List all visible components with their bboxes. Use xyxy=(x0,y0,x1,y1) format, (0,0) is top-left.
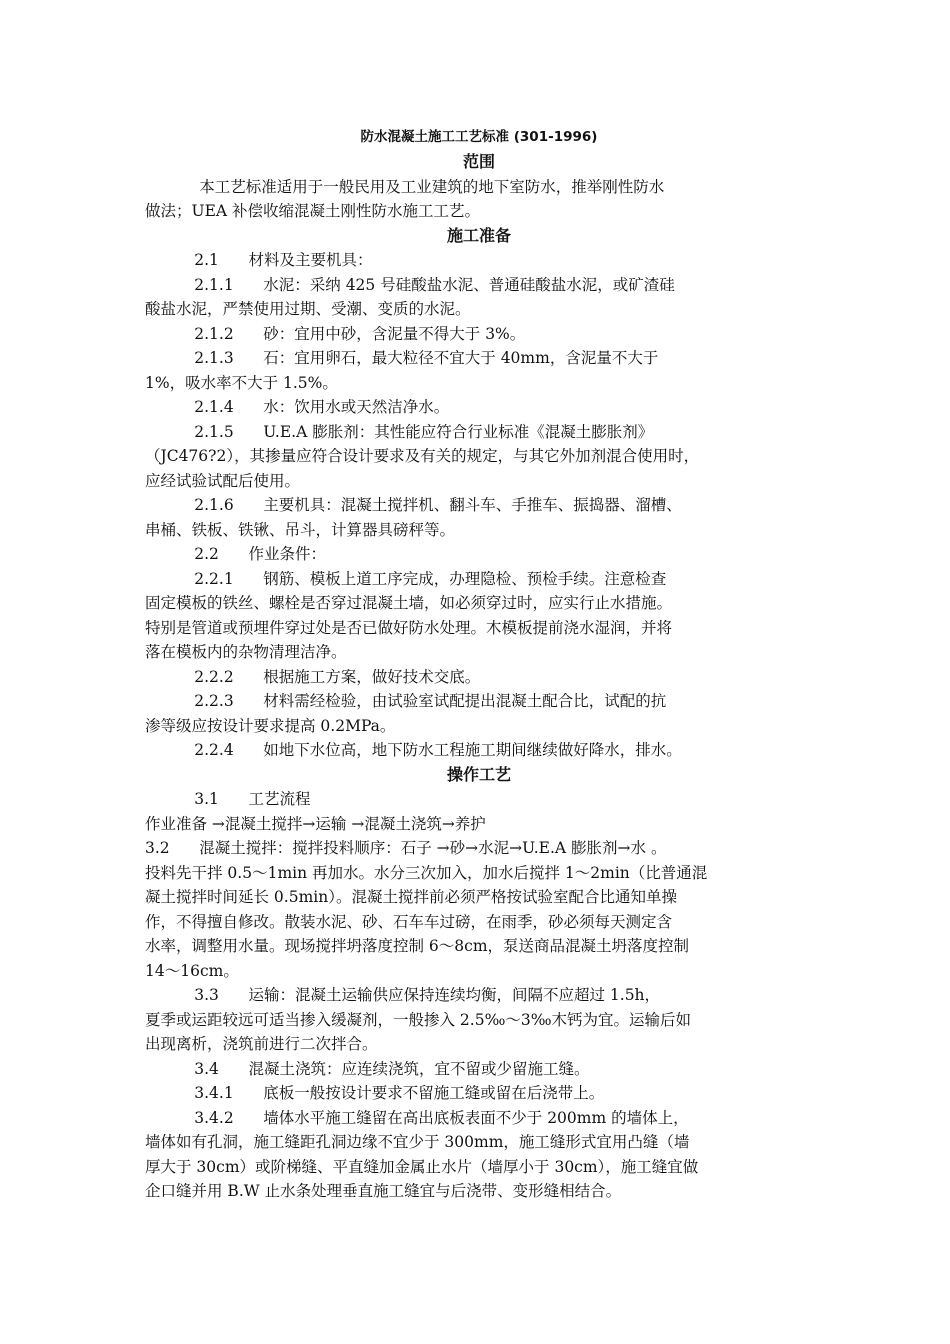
document-title: 防水混凝土施工工艺标准 (301-1996) xyxy=(360,129,598,145)
paragraph-line: 本工艺标准适用于一般民用及工业建筑的地下室防水，推举刚性防水 xyxy=(145,177,665,196)
paragraph-line: 企口缝并用 B.W 止水条处理垂直施工缝宜与后浇带、变形缝相结合。 xyxy=(145,1182,622,1200)
paragraph-line: 2.2.4 如地下水位高，地下防水工程施工期间继续做好降水，排水。 xyxy=(145,741,682,759)
paragraph-line: 3.4 混凝土浇筑：应连续浇筑，宜不留或少留施工缝。 xyxy=(145,1059,590,1078)
paragraph-line: 3.2 混凝土搅拌：搅拌投料顺序：石子 →砂→水泥→U.E.A 膨胀剂→水 。 xyxy=(145,839,667,857)
paragraph-line: 投料先干拌 0.5～1min 再加水。水分三次加入，加水后搅拌 1～2min（比普通混 xyxy=(145,863,708,882)
paragraph-line: 2.1 材料及主要机具： xyxy=(145,251,373,269)
paragraph-line: 墙体如有孔洞，施工缝距孔洞边缘不宜少于 300mm，施工缝形式宜用凸缝（墙 xyxy=(145,1133,690,1151)
paragraph-line: 1%，吸水率不大于 1.5%。 xyxy=(145,373,338,392)
paragraph-line: 2.1.4 水：饮用水或天然洁净水。 xyxy=(145,398,450,416)
paragraph-line: 3.3 运输：混凝土运输供应保持连续均衡，间隔不应超过 1.5h， xyxy=(145,986,661,1004)
paragraph-line: 厚大于 30cm）或阶梯缝、平直缝加金属止水片（墙厚小于 30cm），施工缝宜做 xyxy=(145,1157,699,1176)
paragraph-line: 夏季或运距较远可适当掺入缓凝剂，一般掺入 2.5‰～3‰木钙为宜。运输后如 xyxy=(145,1010,692,1029)
paragraph-line: 水率，调整用水量。现场搅拌坍落度控制 6～8cm，泵送商品混凝土坍落度控制 xyxy=(145,937,690,955)
document-page xyxy=(145,124,813,1204)
paragraph-line: 3.4.1 底板一般按设计要求不留施工缝或留在后浇带上。 xyxy=(145,1084,605,1102)
section-heading: 操作工艺 xyxy=(446,764,511,784)
paragraph-line: 2.2.3 材料需经检验，由试验室试配提出混凝土配合比，试配的抗 xyxy=(145,692,667,710)
paragraph-line: 出现离析，浇筑前进行二次拌合。 xyxy=(145,1035,378,1053)
document-body xyxy=(145,150,813,1204)
paragraph-line: 2.2.2 根据施工方案，做好技术交底。 xyxy=(145,667,481,686)
paragraph-line: 2.1.3 石：宜用卵石，最大粒径不宜大于 40mm，含泥量不大于 xyxy=(145,349,659,367)
paragraph-line: 作业准备 →混凝土搅拌→运输 →混凝土浇筑→养护 xyxy=(145,814,486,833)
paragraph-line: 14～16cm。 xyxy=(145,961,239,980)
paragraph-line: 固定模板的铁丝、螺栓是否穿过混凝土墙，如必须穿过时，应实行止水措施。 xyxy=(145,594,673,612)
paragraph-line: 2.1.2 砂：宜用中砂，含泥量不得大于 3%。 xyxy=(145,324,526,343)
paragraph-line: 串桶、铁板、铁锹、吊斗，计算器具磅秤等。 xyxy=(145,520,456,539)
paragraph-line: 特别是管道或预埋件穿过处是否已做好防水处理。木模板提前浇水湿润，并将 xyxy=(145,618,673,637)
paragraph-line: 3.1 工艺流程 xyxy=(145,790,311,808)
section-heading: 施工准备 xyxy=(446,225,511,245)
paragraph-line: 酸盐水泥，严禁使用过期、受潮、变质的水泥。 xyxy=(145,300,471,318)
paragraph-line: 2.2.1 钢筋、模板上道工序完成，办理隐检、预检手续。注意检查 xyxy=(145,569,667,588)
paragraph-line: 渗等级应按设计要求提高 0.2MPa。 xyxy=(145,716,396,735)
paragraph-line: 3.4.2 墙体水平施工缝留在高出底板表面不少于 200mm 的墙体上， xyxy=(145,1108,689,1127)
paragraph-line: 2.1.6 主要机具：混凝土搅拌机、翻斗车、手推车、振捣器、溜槽、 xyxy=(145,496,682,514)
paragraph-line: 落在模板内的杂物清理洁净。 xyxy=(145,643,347,661)
paragraph-line: 2.1.5 U.E.A 膨胀剂：其性能应符合行业标准《混凝土膨胀剂》 xyxy=(145,422,654,441)
paragraph-line: 应经试验试配后使用。 xyxy=(145,471,301,490)
paragraph-line: 2.1.1 水泥：采纳 425 号硅酸盐水泥、普通硅酸盐水泥，或矿渣硅 xyxy=(145,275,675,294)
paragraph-line: 作，不得擅自修改。散装水泥、砂、石车车过磅，在雨季，砂必须每天测定含 xyxy=(145,912,673,931)
paragraph-line: 做法；UEA 补偿收缩混凝土刚性防水施工工艺。 xyxy=(145,202,480,220)
paragraph-line: （JC476?2），其掺量应符合设计要求及有关的规定，与其它外加剂混合使用时， xyxy=(145,447,700,465)
paragraph-line: 凝土搅拌时间延长 0.5min）。混凝土搅拌前必须严格按试验室配合比通知单操 xyxy=(145,888,677,906)
paragraph-line: 2.2 作业条件： xyxy=(145,545,326,563)
section-heading: 范围 xyxy=(462,152,495,171)
